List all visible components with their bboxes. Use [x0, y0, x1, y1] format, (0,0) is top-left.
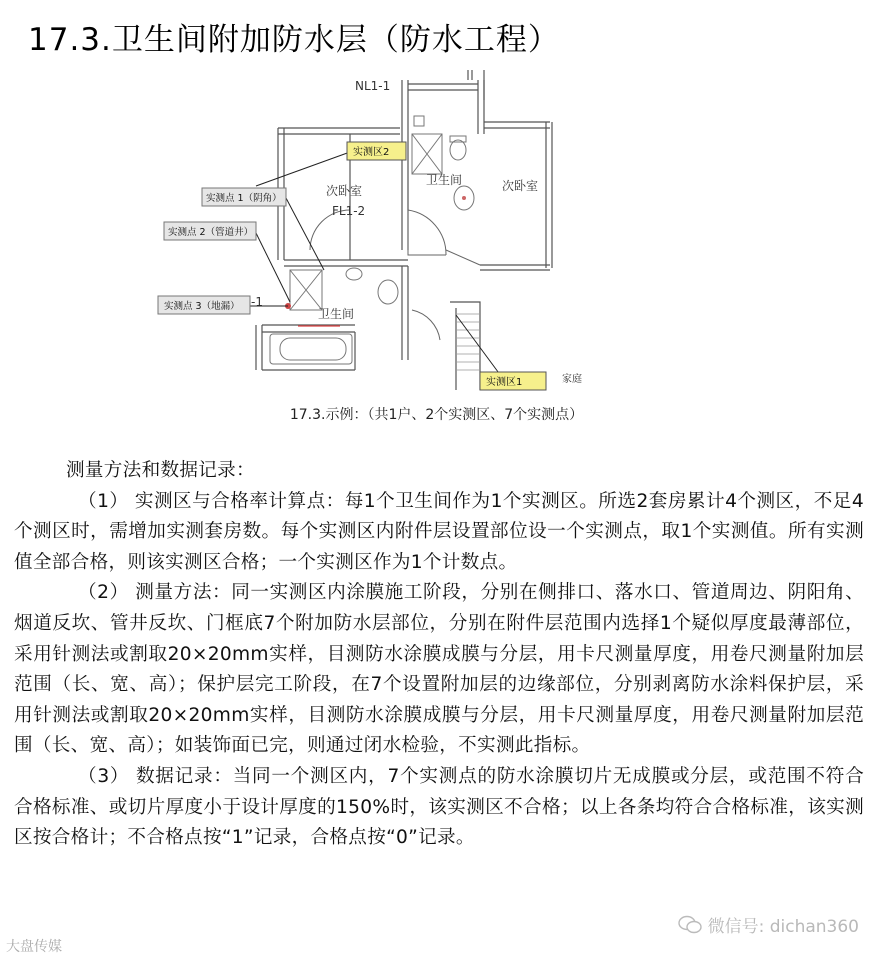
- label-fl: FL1-2: [332, 204, 366, 218]
- walls: [256, 70, 552, 390]
- upper-bath-fixtures: [412, 116, 474, 210]
- body-text: [14, 456, 864, 854]
- watermark-left: 大盘传媒: [6, 939, 62, 955]
- label-partial: 家庭: [562, 374, 582, 385]
- callout-zone1: 实测区1: [486, 377, 523, 388]
- label-bath-lower: 卫生间: [318, 307, 355, 321]
- paragraph-3: （3） 数据记录：当同一个测区内，7个实测点的防水涂膜切片无成膜或分层，或范围不符合合格标准、或切片厚度小于设计厚度的150%时，该实测区不合格；以上各条均符合合格标准，该实测区按合格计；不合格点按“1”记录，合格点按“0”记录。: [14, 765, 864, 849]
- callout-point1: 实测点 1（阴角）: [206, 193, 282, 204]
- watermark-right: [678, 912, 859, 937]
- label-nl: NL1-1: [355, 79, 391, 93]
- wechat-icon: [678, 915, 702, 935]
- label-dash-one: -1: [251, 295, 263, 309]
- paragraph-2: （2） 测量方法：同一实测区内涂膜施工阶段，分别在侧排口、落水口、管道周边、阴阳角、烟道反坎、管井反坎、门框底7个附加防水层部位，分别在附件层范围内选择1个疑似厚度最薄部位，采用针测法或割取20×20mm实样，目测防水涂膜成膜与分层，用卡尺测量厚度，用卷尺测量附加层范围（长、宽、高）；保护层完工阶段，在7个设置附加层的边缘部位，分别剥离防水涂料保护层，采用针测法或割取20×20mm实样，目测防水涂膜成膜与分层，用卡尺测量厚度，用卷尺测量附加层范围（长、宽、高）；如装饰面已完，则通过闭水检验，不实测此指标。: [14, 582, 864, 757]
- label-bedroom-right: 次卧室: [502, 179, 539, 193]
- callout-zone2: 实测区2: [353, 147, 390, 158]
- figure-caption: 17.3.示例：（共1户、2个实测区、7个实测点）: [289, 407, 584, 423]
- section-heading: 测量方法和数据记录：: [66, 460, 255, 481]
- callout-point2: 实测点 2（管道井）: [168, 227, 254, 238]
- callout-point3: 实测点 3（地漏）: [164, 301, 240, 312]
- label-bath-upper: 卫生间: [426, 173, 463, 187]
- page-title: 17.3.卫生间附加防水层（防水工程）: [28, 22, 560, 58]
- label-bedroom-left: 次卧室: [326, 184, 363, 198]
- watermark-right-text: 微信号: dichan360: [707, 917, 859, 937]
- floor-plan: [150, 70, 620, 400]
- paragraph-1: （1） 实测区与合格率计算点：每1个卫生间作为1个实测区。所选2套房累计4个测区，不足4个测区时，需增加实测套房数。每个实测区内附件层设置部位设一个实测点，取1个实测值。所有实测值全部合格，则该实测区合格；一个实测区作为1个计数点。: [14, 490, 864, 573]
